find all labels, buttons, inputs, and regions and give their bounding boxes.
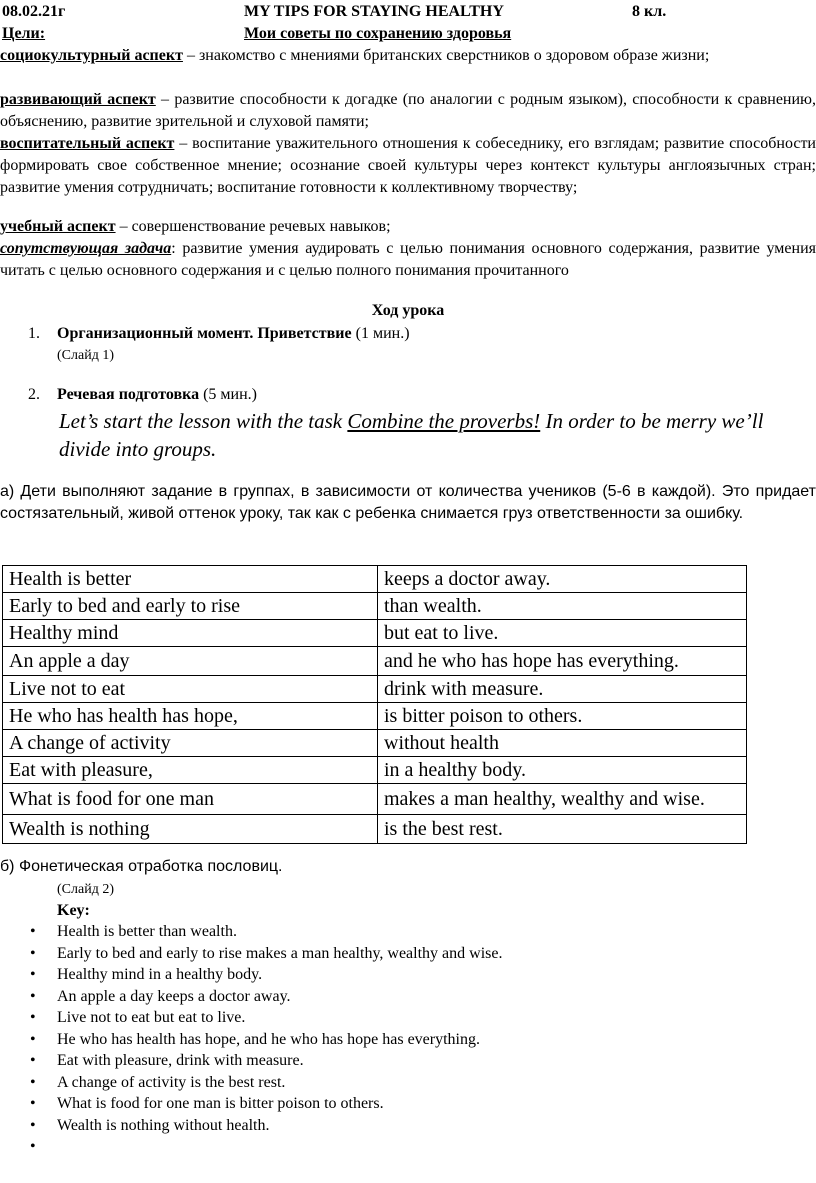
bullet-icon: •: [30, 1138, 36, 1155]
proverb-end-cell: but eat to live.: [378, 620, 747, 647]
proverb-end-cell: drink with measure.: [378, 676, 747, 703]
aspect-educational: [0, 133, 816, 199]
proverb-end-cell: without health: [378, 730, 747, 757]
lesson-heading: Ход урока: [371, 302, 445, 319]
table-row: [3, 757, 747, 784]
proverb-end-cell: and he who has hope has everything.: [378, 647, 747, 676]
table-row: [3, 593, 747, 620]
aspect-term: развивающий аспект: [0, 91, 156, 108]
slide-ref: (Слайд 1): [57, 348, 114, 363]
aspect-developing: [0, 89, 816, 133]
step-organizational: [57, 325, 410, 343]
key-item-text: Wealth is nothing without health.: [57, 1116, 270, 1134]
table-row: [3, 730, 747, 757]
aspect-text: – воспитание уважительного отношения к собеседнику, его взглядам; развитие способности формировать свое собственное мнение; осознание своей культуры через контекст культуры англоязычных стран; развитие умения сотрудничать; воспитание готовности к коллективному творчеству;: [0, 135, 816, 196]
aspect-learning: [0, 216, 816, 238]
proverb-start-cell: Eat with pleasure,: [3, 757, 378, 784]
slide-ref-2: (Слайд 2): [57, 882, 114, 897]
list-item: [26, 1093, 502, 1115]
task-instruction: [59, 407, 811, 463]
note-a: а) Дети выполняют задание в группах, в зависимости от количества учеников (5-6 в каждой). Это придает состязательный, живой оттенок уроку, так как с ребенка снимается груз ответственности за ошибку.: [0, 483, 816, 522]
table-row: [3, 620, 747, 647]
step-speech-prep: [57, 386, 257, 404]
proverb-start-cell: Live not to eat: [3, 676, 378, 703]
bullet-icon: •: [30, 1073, 36, 1091]
list-item: [26, 1029, 502, 1051]
list-item: [26, 1136, 502, 1158]
aspect-term: воспитательный аспект: [0, 135, 175, 152]
bullet-icon: •: [30, 966, 36, 983]
table-row: [3, 676, 747, 703]
table-row: [3, 815, 747, 844]
aspect-text: : развитие умения аудировать с целью понимания основного содержания, развитие умения читать с целью основного содержания и с целью полного понимания прочитанного: [0, 240, 816, 279]
proverb-end-cell: in a healthy body.: [378, 757, 747, 784]
aspect-text: – совершенствование речевых навыков;: [115, 218, 391, 235]
proverbs-table: [2, 565, 747, 844]
lesson-title: MY TIPS FOR STAYING HEALTHY: [244, 3, 504, 20]
step-title: Организационный момент. Приветствие: [57, 325, 352, 342]
aspect-text: – развитие способности к догадке (по аналогии с родным языком), способности к сравнению, объяснению, развитие зрительной и слуховой памяти;: [0, 91, 816, 130]
proverb-end-cell: than wealth.: [378, 593, 747, 620]
list-item: [26, 1072, 502, 1094]
key-item-text: Eat with pleasure, drink with measure.: [57, 1052, 304, 1069]
note-b: б) Фонетическая отработка пословиц.: [0, 858, 283, 875]
proverb-end-cell: is bitter poison to others.: [378, 703, 747, 730]
aspect-accompanying: [0, 238, 816, 282]
instruction-text: In order to be merry we’ll divide into groups.: [59, 409, 764, 461]
table-row: [3, 784, 747, 815]
list-item: [26, 1050, 502, 1072]
table-row: [3, 703, 747, 730]
key-item-text: A change of activity is the best rest.: [57, 1073, 286, 1091]
grade-label: 8 кл.: [632, 3, 667, 20]
proverb-start-cell: He who has health has hope,: [3, 703, 378, 730]
proverb-start-cell: A change of activity: [3, 730, 378, 757]
proverb-start-cell: Early to bed and early to rise: [3, 593, 378, 620]
proverb-end-cell: is the best rest.: [378, 815, 747, 844]
list-item: [26, 1007, 502, 1029]
key-item-text: Live not to eat but eat to live.: [57, 1009, 246, 1026]
aspect-sociocultural: [0, 45, 816, 67]
bullet-icon: •: [30, 1095, 36, 1112]
proverb-start-cell: Wealth is nothing: [3, 815, 378, 844]
step-number: 1.: [28, 325, 40, 342]
table-row: [3, 566, 747, 593]
instruction-text: Let’s start the lesson with the task: [59, 409, 348, 433]
bullet-icon: •: [30, 923, 36, 940]
proverb-end-cell: keeps a doctor away.: [378, 566, 747, 593]
proverb-end-cell: makes a man healthy, wealthy and wise.: [378, 784, 747, 815]
key-item-text: Early to bed and early to rise makes a man healthy, wealthy and wise.: [57, 944, 503, 962]
goals-label: Цели:: [2, 25, 46, 42]
key-item-text: He who has health has hope, and he who has hope has everything.: [57, 1030, 480, 1048]
proverb-start-cell: Health is better: [3, 566, 378, 593]
table-row: [3, 647, 747, 676]
step-time: (1 мин.): [351, 325, 410, 342]
proverb-start-cell: An apple a day: [3, 647, 378, 676]
bullet-icon: •: [30, 1009, 36, 1026]
list-item: [26, 921, 502, 943]
proverb-start-cell: What is food for one man: [3, 784, 378, 815]
key-item-text: Healthy mind in a healthy body.: [57, 966, 263, 983]
bullet-icon: •: [30, 944, 36, 962]
aspect-term: социокультурный аспект: [0, 47, 183, 64]
step-title: Речевая подготовка: [57, 386, 200, 403]
key-item-text: An apple a day keeps a doctor away.: [57, 987, 291, 1005]
bullet-icon: •: [30, 1116, 36, 1134]
aspect-term: учебный аспект: [0, 218, 116, 235]
key-item-text: What is food for one man is bitter poison to others.: [57, 1095, 384, 1112]
list-item: [26, 1115, 502, 1137]
bullet-icon: •: [30, 987, 36, 1005]
list-item: [26, 943, 502, 965]
key-item-text: Health is better than wealth.: [57, 923, 237, 940]
step-time: (5 мин.): [199, 386, 257, 403]
bullet-icon: •: [30, 1030, 36, 1048]
aspect-term: сопутствующая задача: [0, 240, 172, 257]
key-label: Key:: [57, 902, 90, 919]
step-number: 2.: [28, 386, 40, 403]
lesson-date: 08.02.21г: [2, 3, 66, 20]
key-list: [26, 921, 502, 1158]
list-item: [26, 986, 502, 1008]
list-item: [26, 964, 502, 986]
task-link[interactable]: Combine the proverbs!: [347, 409, 541, 433]
proverb-start-cell: Healthy mind: [3, 620, 378, 647]
aspect-text: – знакомство с мнениями британских сверстников о здоровом образе жизни;: [182, 47, 710, 64]
goals-subtitle: Мои советы по сохранению здоровья: [244, 25, 512, 42]
bullet-icon: •: [30, 1052, 36, 1069]
